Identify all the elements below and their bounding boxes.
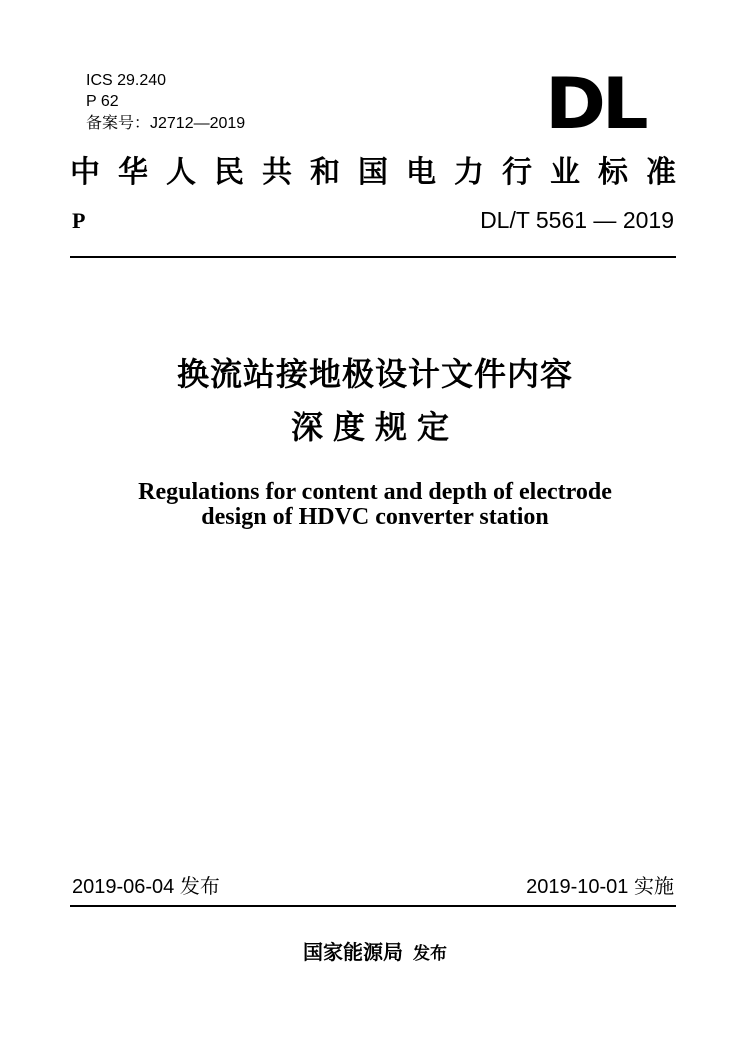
standard-type-char: 民 (214, 155, 244, 190)
implementation-date: 2019-10-01 实施 (526, 876, 674, 898)
title-cn-line1: 换流站接地极设计文件内容 (176, 355, 573, 393)
standard-type-char: 中 (70, 155, 100, 190)
standard-type-char: 人 (166, 155, 196, 190)
header-divider (70, 256, 676, 258)
title-en-line2: design of HDVC converter station (201, 504, 549, 530)
publisher-name: 国家能源局 (303, 940, 403, 964)
title-en-line1: Regulations for content and depth of electrode (138, 479, 612, 505)
standard-type-char: 标 (598, 155, 628, 190)
publisher-line (0, 938, 750, 968)
standard-type-char: 共 (262, 155, 292, 190)
standard-code: DL/T 5561 — 2019 (480, 207, 674, 233)
standard-type-char: 华 (118, 155, 148, 190)
publisher-suffix: 发布 (413, 944, 447, 964)
classification-code: P 62 (86, 93, 119, 110)
standard-type-char: 业 (550, 155, 580, 190)
ics-code: ICS 29.240 (86, 72, 167, 89)
record-number: 备案号：J2712—2019 (86, 115, 246, 132)
standard-type-char: 电 (406, 155, 436, 190)
standard-type-char: 准 (646, 155, 676, 190)
standard-type-char: 和 (310, 155, 340, 190)
standard-type-heading (70, 155, 676, 191)
standard-type-char: 力 (454, 155, 484, 190)
dl-logo: DL (545, 63, 645, 145)
issue-date: 2019-06-04 发布 (72, 876, 220, 898)
standard-type-char: 国 (358, 155, 388, 190)
category-letter: P (72, 208, 86, 233)
standard-type-char: 行 (502, 155, 532, 190)
footer-divider (70, 905, 676, 907)
title-cn-line2: 深度规定 (290, 408, 459, 446)
